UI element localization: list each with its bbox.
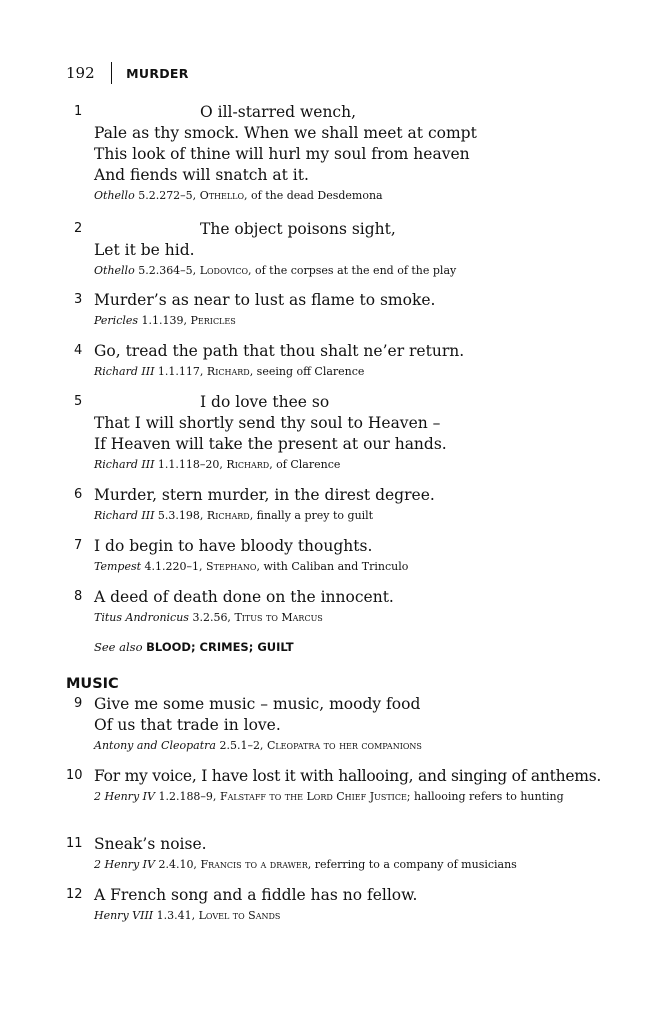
see-also-refs: BLOOD; CRIMES; GUILT	[146, 640, 294, 654]
entry-number: 4	[74, 343, 83, 358]
entry-number: 11	[66, 836, 83, 851]
citation	[94, 364, 594, 379]
line-reference: 1.1.117,	[154, 365, 207, 378]
verse-line: A deed of death done on the innocent.	[94, 588, 394, 606]
line-reference: 1.2.188–9,	[154, 790, 220, 803]
context-note: , referring to a company of musicians	[307, 858, 517, 871]
work-title: Henry VIII	[94, 909, 154, 922]
verse-line: This look of thine will hurl my soul from heaven	[94, 145, 470, 163]
line-reference: 3.2.56,	[188, 611, 235, 624]
context-note: , of the corpses at the end of the play	[248, 264, 457, 277]
entry-number: 10	[66, 768, 83, 783]
line-reference: 5.2.272–5,	[134, 189, 200, 202]
verse-line: The object poisons sight,	[200, 220, 396, 238]
citation	[94, 559, 594, 574]
speaker: Stephano	[206, 560, 257, 573]
speaker: Cleopatra to her companions	[266, 739, 422, 752]
work-title: 2 Henry IV	[94, 790, 155, 803]
work-title: Pericles	[94, 314, 139, 327]
work-title: Antony and Cleopatra	[94, 739, 216, 752]
speaker: Lovel to Sands	[198, 909, 281, 922]
running-header	[66, 62, 189, 84]
entry-number: 9	[74, 696, 83, 711]
header-divider	[111, 62, 113, 84]
context-note: , finally a prey to guilt	[249, 509, 374, 522]
verse-line: For my voice, I have lost it with hallooing, and singing of anthems.	[94, 767, 602, 785]
speaker: Titus to Marcus	[234, 611, 323, 624]
citation	[94, 857, 594, 872]
context-note: , seeing off Clarence	[249, 365, 365, 378]
work-title: Othello	[94, 264, 135, 277]
entry-number: 5	[74, 394, 83, 409]
citation	[94, 789, 590, 804]
verse-line: If Heaven will take the present at our hands.	[94, 435, 447, 453]
citation	[94, 610, 594, 625]
entry-number: 1	[74, 104, 83, 119]
entry-number: 8	[74, 589, 83, 604]
verse-line: I do love thee so	[200, 393, 330, 411]
verse-line: Give me some music – music, moody food	[94, 695, 421, 713]
line-reference: 2.5.1–2,	[215, 739, 267, 752]
speaker: Pericles	[190, 314, 236, 327]
line-reference: 4.1.220–1,	[141, 560, 207, 573]
line-reference: 1.3.41,	[153, 909, 199, 922]
line-reference: 2.4.10,	[154, 858, 201, 871]
verse-line: Sneak’s noise.	[94, 835, 207, 853]
speaker: Othello	[199, 189, 245, 202]
speaker: Richard	[206, 365, 250, 378]
verse-line: Pale as thy smock. When we shall meet at compt	[94, 124, 477, 142]
context-note: , with Caliban and Trinculo	[256, 560, 409, 573]
speaker: Richard	[226, 458, 270, 471]
context-note: ; hallooing refers to hunting	[406, 790, 564, 803]
verse-line: I do begin to have bloody thoughts.	[94, 537, 373, 555]
speaker: Richard	[206, 509, 250, 522]
verse-line: That I will shortly send thy soul to Heaven –	[94, 414, 441, 432]
work-title: Othello	[94, 189, 135, 202]
entry-number: 7	[74, 538, 83, 553]
work-title: Richard III	[94, 509, 155, 522]
page-number: 192	[66, 64, 95, 82]
line-reference: 5.2.364–5,	[134, 264, 200, 277]
speaker: Francis to a drawer	[200, 858, 308, 871]
citation	[94, 263, 594, 278]
verse-line: Murder, stern murder, in the direst degree.	[94, 486, 435, 504]
verse-line: A French song and a fiddle has no fellow.	[94, 886, 418, 904]
context-note: , of Clarence	[269, 458, 341, 471]
verse-line: Go, tread the path that thou shalt ne’er return.	[94, 342, 465, 360]
entry-number: 12	[66, 887, 83, 902]
verse-line: Murder’s as near to lust as flame to smoke.	[94, 291, 436, 309]
work-title: Titus Andronicus	[94, 611, 189, 624]
speaker: Falstaff to the Lord Chief Justice	[219, 790, 407, 803]
verse-line: And fiends will snatch at it.	[94, 166, 309, 184]
citation	[94, 908, 594, 923]
speaker: Lodovico	[199, 264, 248, 277]
entry-number: 6	[74, 487, 83, 502]
entry-number: 3	[74, 292, 83, 307]
music-heading: MUSIC	[66, 676, 119, 692]
entry-number: 2	[74, 221, 83, 236]
section-title: MURDER	[126, 65, 189, 81]
verse-line: O ill-starred wench,	[200, 103, 357, 121]
citation	[94, 457, 594, 472]
see-also-label: See also	[94, 640, 147, 654]
citation	[94, 738, 594, 753]
line-reference: 5.3.198,	[154, 509, 207, 522]
work-title: 2 Henry IV	[94, 858, 155, 871]
see-also	[94, 640, 294, 654]
work-title: Richard III	[94, 458, 155, 471]
work-title: Richard III	[94, 365, 155, 378]
verse-line: Of us that trade in love.	[94, 716, 281, 734]
verse-line: Let it be hid.	[94, 241, 195, 259]
line-reference: 1.1.139,	[138, 314, 191, 327]
citation	[94, 313, 594, 328]
work-title: Tempest	[94, 560, 142, 573]
citation	[94, 508, 594, 523]
line-reference: 1.1.118–20,	[154, 458, 227, 471]
context-note: , of the dead Desdemona	[244, 189, 383, 202]
citation	[94, 188, 594, 203]
